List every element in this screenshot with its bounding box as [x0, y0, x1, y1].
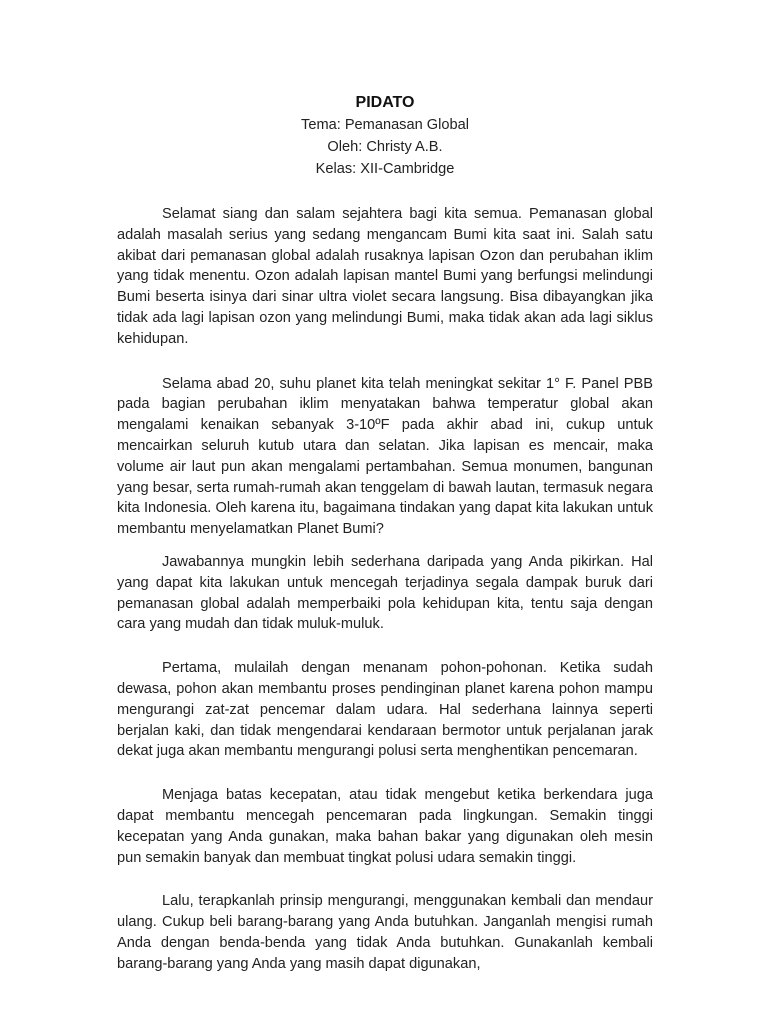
document-title: PIDATO — [355, 94, 415, 111]
document-header — [117, 0, 653, 180]
paragraph-first-step: Pertama, mulailah dengan menanam pohon-pohonan. Ketika sudah dewasa, pohon akan membantu proses pendinginan planet karena pohon mampu mengurangi zat-zat pencemar dalam udara. Hal sederhana lainnya seperti berjalan kaki, dan tidak mengendarai kendaraan bermotor untuk perjalanan jarak dekat juga akan membantu mengurangi polusi serta menghentikan pencemaran. — [117, 660, 653, 760]
paragraph-speed-limit: Menjaga batas kecepatan, atau tidak mengebut ketika berkendara juga dapat membantu mencegah pencemaran pada lingkungan. Semakin tinggi kecepatan yang Anda gunakan, maka bahan bakar yang digunakan oleh mesin pun semakin banyak dan membuat tingkat polusi udara semakin tinggi. — [117, 787, 653, 866]
speech-theme: Tema: Pemanasan Global — [301, 117, 469, 133]
paragraph-answer: Jawabannya mungkin lebih sederhana daripada yang Anda pikirkan. Hal yang dapat kita lakukan untuk mencegah terjadinya segala dampak buruk dari pemanasan global adalah memperbaiki pola kehidupan kita, tentu saja dengan cara yang mudah dan tidak muluk-muluk. — [117, 553, 653, 633]
speech-class: Kelas: XII-Cambridge — [315, 161, 455, 177]
document-page — [117, 0, 653, 1024]
speech-author: Oleh: Christy A.B. — [327, 139, 443, 155]
paragraph-reduce-reuse: Lalu, terapkanlah prinsip mengurangi, menggunakan kembali dan mendaur ulang. Cukup beli barang-barang yang Anda butuhkan. Janganlah mengisi rumah Anda dengan benda-benda yang tidak Anda butuhkan. Gunakanlah kembali barang-barang yang Anda yang masih dapat digunakan, — [117, 893, 653, 972]
paragraph-opening: Selamat siang dan salam sejahtera bagi kita semua. Pemanasan global adalah masalah serius yang sedang mengancam Bumi kita saat ini. Salah satu akibat dari pemanasan global adalah rusaknya lapisan Ozon dan perubahan iklim yang tidak menentu. Ozon adalah lapisan mantel Bumi yang berfungsi melindungi Bumi beserta isinya dari sinar ultra violet secara langsung. Bisa dibayangkan jika tidak ada lagi lapisan ozon yang melindungi Bumi, maka tidak akan ada lagi siklus kehidupan. — [117, 206, 653, 347]
paragraph-temperature: Selama abad 20, suhu planet kita telah meningkat sekitar 1° F. Panel PBB pada bagian perubahan iklim menyatakan bahwa temperatur global akan mengalami kenaikan sebanyak 3-10ºF pada akhir abad ini, cukup untuk mencairkan seluruh kutub utara dan selatan. Jika lapisan es mencair, maka volume air laut pun akan mengalami pertambahan. Semua monumen, bangunan yang besar, serta rumah-rumah akan tenggelam di bawah lautan, termasuk negara kita Indonesia. Oleh karena itu, bagaimana tindakan yang dapat kita lakukan untuk membantu menyelamatkan Planet Bumi? — [117, 375, 653, 538]
